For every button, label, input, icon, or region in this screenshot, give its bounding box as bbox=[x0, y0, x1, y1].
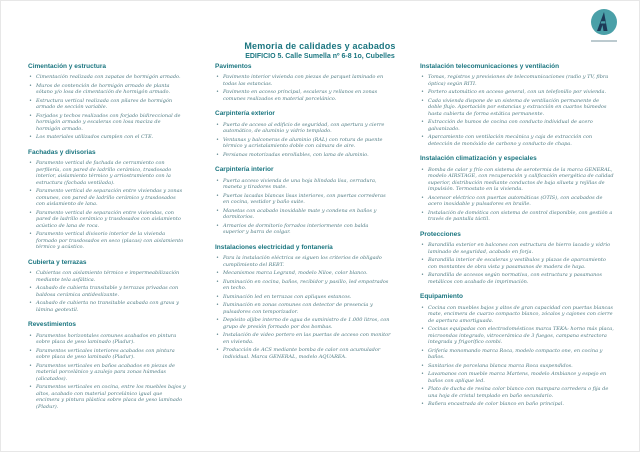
bullet-item bbox=[215, 223, 391, 236]
company-logo bbox=[586, 8, 622, 42]
bullet-text: Aparcamiento con ventilación mecánica y caja de extracción con detección de monóxido de carbono y conducto de chapa. bbox=[428, 134, 593, 147]
bullet-text: Estructura vertical realizada con pilares de hormigón armado de sección variable. bbox=[36, 97, 173, 111]
bullet-icon: • bbox=[216, 192, 219, 199]
bullet-icon: • bbox=[421, 347, 424, 354]
bullet-text: Persianas motorizadas enrollables, con lama de aluminio. bbox=[223, 151, 369, 158]
bullet-icon: • bbox=[29, 231, 32, 238]
bullet-text: Barandilla de accesos según normativa, con estructura y pasamanos metálicos con acabado de imprimación. bbox=[428, 272, 602, 285]
bullet-text: Los materiales utilizados cumplen con el CTE. bbox=[36, 134, 154, 141]
section-heading: Equipamiento bbox=[420, 293, 463, 301]
bullet-item bbox=[420, 119, 614, 132]
bullet-icon: • bbox=[421, 242, 424, 249]
bullet-icon: • bbox=[29, 112, 32, 119]
bullet-item bbox=[420, 74, 614, 87]
bullet-text: Paramento vertical de fachada de cerramiento con perfilería, con pared de ladrillo cerámico, trasdosado interior, aislamiento térmico y arriostramiento con la estructura (fachada ventilada). bbox=[36, 160, 172, 186]
bullet-icon: • bbox=[216, 278, 219, 285]
bullet-item bbox=[420, 167, 614, 193]
bullet-text: Barandilla exterior en balcones con estructura de hierro lacado y vidrio laminado de seguridad, acabado en forja. bbox=[428, 242, 611, 255]
bullet-text: Paramento vertical de separación entre viviendas, con pared de ladrillo cerámico y trasdosados con aislamiento acústico de lana de roca. bbox=[36, 209, 181, 229]
bullet-icon: • bbox=[29, 362, 32, 369]
bullet-item bbox=[215, 302, 391, 315]
bullet-text: Paramento vertical de separación entre viviendas y zonas comunes, con pared de ladrillo cerámico y trasdosados con aislamiento de lana. bbox=[36, 188, 183, 208]
section-heading: Fachadas y divisorias bbox=[28, 148, 96, 156]
bullet-icon: • bbox=[29, 285, 32, 292]
section-heading: Instalación telecomunicaciones y ventilación bbox=[420, 63, 560, 70]
section bbox=[28, 321, 186, 410]
bullet-icon: • bbox=[421, 119, 424, 126]
section bbox=[420, 155, 614, 222]
document-subtitle: EDIFICIO 5. Calle Sumella nº 6-8 1o, Cubelles bbox=[245, 53, 395, 60]
bullet-text: Puerta acceso vivienda de una hoja blindada lisa, cerradura, maneta y tiradores mate. bbox=[223, 177, 377, 191]
bullet-icon: • bbox=[216, 121, 219, 128]
bullet-item bbox=[420, 210, 614, 223]
bullet-icon: • bbox=[421, 194, 424, 201]
bullet-item bbox=[420, 272, 614, 285]
bullet-item bbox=[28, 188, 186, 208]
document-header bbox=[1, 1, 639, 60]
bullet-icon: • bbox=[421, 97, 424, 104]
bullet-text: Cocinas equipadas con electrodomésticos marca TEKA: horno más placa, microondas integrado, vitrocerámica de 3 fuegos, campana extractora integrada y frigorífico combi. bbox=[428, 326, 614, 346]
bullet-icon: • bbox=[216, 89, 219, 96]
bullet-text: Portero automático en acceso general, con un telefonillo por vivienda. bbox=[428, 89, 607, 96]
content-columns bbox=[28, 63, 614, 418]
section bbox=[420, 293, 614, 407]
bullet-icon: • bbox=[216, 347, 219, 354]
bullet-icon: • bbox=[216, 207, 219, 214]
bullet-item bbox=[420, 401, 614, 408]
bullet-text: Depósito aljibe interno de agua de suministro de 1.000 litros, con grupo de presión formado por dos bombas. bbox=[223, 317, 390, 330]
bullet-text: Cubiertas con aislamiento térmico e impermeabilización mediante tela asfáltica. bbox=[36, 270, 180, 283]
logo-caption bbox=[591, 40, 617, 42]
bullet-icon: • bbox=[29, 347, 32, 354]
bullet-item bbox=[420, 134, 614, 147]
bullet-item bbox=[28, 231, 186, 251]
bullet-icon: • bbox=[421, 326, 424, 333]
bullet-icon: • bbox=[29, 74, 32, 81]
bullet-icon: • bbox=[216, 74, 219, 81]
bullet-text: Bañera encastrada de color blanco en baño principal. bbox=[428, 401, 564, 408]
bullet-text: Cimentación realizada con zapatas de hormigón armado. bbox=[36, 74, 181, 81]
bullet-item bbox=[28, 210, 186, 230]
document-title: Memoria de calidades y acabados bbox=[244, 41, 396, 51]
section bbox=[420, 231, 614, 285]
bullet-text: Paramentos horizontales comunes acabados en pintura sobre placa de yeso laminado (Pladur). bbox=[36, 332, 177, 346]
bullet-item bbox=[420, 257, 614, 270]
bullet-item bbox=[420, 89, 614, 96]
bullet-text: Armarios de dormitorio forrados interiormente con balda superior y barra de colgar. bbox=[223, 222, 369, 236]
bullet-item bbox=[28, 348, 186, 361]
bullet-icon: • bbox=[421, 386, 424, 393]
bullet-item bbox=[215, 294, 391, 301]
bullet-icon: • bbox=[421, 401, 424, 408]
bullet-item bbox=[215, 152, 391, 159]
bullet-icon: • bbox=[421, 304, 424, 311]
bullet-text: Paramentos verticales interiores acabados con pintura sobre placa de yeso laminado (Pladur). bbox=[36, 347, 175, 361]
section-heading: Protecciones bbox=[420, 230, 461, 238]
bullet-item bbox=[28, 333, 186, 346]
bullet-text: Ventanas y balconeras de aluminio (RAL) con rotura de puente térmico y acristalamiento doble con cámara de aire. bbox=[223, 136, 383, 150]
bullet-text: Acabado de cubierta no transitable acabada con grava y lámina geotextil. bbox=[36, 300, 179, 313]
bullet-item bbox=[420, 242, 614, 255]
bullet-icon: • bbox=[29, 384, 32, 391]
bullet-item bbox=[28, 300, 186, 313]
bullet-icon: • bbox=[421, 89, 424, 96]
bullet-text: Acabado de cubierta transitable y terrazas privadas con baldosa cerámica antideslizante. bbox=[36, 285, 179, 298]
bullet-icon: • bbox=[216, 293, 219, 300]
section-heading: Instalación climatización y especiales bbox=[420, 155, 537, 163]
section bbox=[215, 166, 391, 235]
bullet-text: Paramentos verticales en cocina, entre los muebles bajos y altos, acabado con material porcelánico igual que encimera y pintura plástica sobre placa de yeso laminado (Pladur). bbox=[36, 384, 186, 410]
bullet-item bbox=[28, 384, 186, 410]
section-heading: Carpintería interior bbox=[215, 166, 274, 174]
bullet-text: Sanitarios de porcelana blanca marca Roca suspendidos. bbox=[428, 362, 573, 369]
bullet-text: Barandilla interior de escaleras y vestíbulos y plazas de aparcamiento con montantes de obra vista y pasamanos de madera de haya. bbox=[428, 257, 606, 270]
section-heading: Cimentación y estructura bbox=[28, 63, 107, 70]
bullet-item bbox=[215, 193, 391, 206]
column-1 bbox=[28, 63, 186, 418]
bullet-item bbox=[28, 285, 186, 298]
column-3 bbox=[420, 63, 614, 418]
section bbox=[28, 63, 186, 141]
bullet-icon: • bbox=[421, 209, 424, 216]
bullet-item bbox=[420, 195, 614, 208]
bullet-item bbox=[420, 305, 614, 325]
section-heading: Pavimentos bbox=[215, 63, 252, 70]
bullet-item bbox=[420, 98, 614, 118]
bullet-text: Pavimento interior vivienda con piezas de parquet laminado en todas las estancias. bbox=[223, 74, 384, 87]
bullet-icon: • bbox=[421, 371, 424, 378]
bullet-icon: • bbox=[29, 332, 32, 339]
bullet-icon: • bbox=[216, 317, 219, 324]
bullet-item bbox=[28, 113, 186, 133]
bullet-icon: • bbox=[29, 209, 32, 216]
section-heading: Instalaciones electricidad y fontanería bbox=[215, 243, 333, 251]
bullet-text: Iluminación en zonas comunes con detector de presencia y pulsadores con temporizador. bbox=[223, 302, 373, 315]
bullet-text: Paramento vertical divisorio interior de la vivienda formado por trasdosados en seco (placas) con aislamiento térmico y acústico. bbox=[36, 231, 184, 251]
bullet-text: Ascensor eléctrico con puertas automáticas (OTIS), con acabados de acero inoxidable y pulsadores en braille. bbox=[428, 194, 603, 208]
bullet-text: Muros de contención de hormigón armado de planta sótano y/o losa de cimentación de hormigón armado. bbox=[36, 82, 171, 96]
section bbox=[28, 149, 186, 251]
bullet-item bbox=[28, 363, 186, 383]
bullet-icon: • bbox=[421, 257, 424, 264]
bullet-item bbox=[215, 74, 391, 87]
bullet-item bbox=[28, 83, 186, 96]
bullet-item bbox=[28, 270, 186, 283]
bullet-text: Puertas lacadas blancas lisas interiores, con puertas correderas en cocina, vestidor y baño suite. bbox=[223, 192, 386, 206]
bullet-text: Puerta de acceso al edificio de seguridad, con apertura y cierre automático, de aluminio y vidrio templado. bbox=[223, 121, 385, 135]
section-heading: Carpintería exterior bbox=[215, 110, 275, 118]
bullet-icon: • bbox=[216, 270, 219, 277]
bullet-icon: • bbox=[29, 160, 32, 167]
bullet-item bbox=[215, 270, 391, 277]
bullet-item bbox=[215, 178, 391, 191]
bullet-text: Cada vivienda dispone de un sistema de ventilación permanente de doble flujo. Aportación por estancias y extracción en cuartos húmedos hasta cubierta de forma estática permanente. bbox=[428, 97, 607, 117]
bullet-text: Forjados y techos realizados con forjado bidireccional de hormigón armado y escaleras con losa maciza de hormigón armado. bbox=[36, 112, 181, 132]
bullet-icon: • bbox=[421, 362, 424, 369]
bullet-icon: • bbox=[216, 332, 219, 339]
bullet-item bbox=[215, 317, 391, 330]
bullet-icon: • bbox=[216, 177, 219, 184]
bullet-text: Tomas, registros y previsiones de telecomunicaciones (radio y TV, fibra óptica) según RITI. bbox=[428, 74, 609, 87]
bullet-item bbox=[28, 74, 186, 81]
bullet-text: Pavimento en acceso principal, escaleras y rellanos en zonas comunes realizados en material porcelánico. bbox=[223, 89, 378, 102]
bullet-text: Lavamanos con mueble marca Martens, modelo Ambiance y espejo en baños con aplique led. bbox=[428, 371, 607, 384]
bullet-icon: • bbox=[216, 255, 219, 262]
bullet-icon: • bbox=[29, 97, 32, 104]
section bbox=[215, 63, 391, 102]
bullet-icon: • bbox=[216, 222, 219, 229]
bullet-text: Extracción de humos de cocina con conducto individual de acero galvanizado. bbox=[428, 119, 593, 132]
bullet-text: Grifería monomando marca Roca, modelo compacto one, en cocina y baños. bbox=[428, 347, 603, 361]
bullet-icon: • bbox=[216, 151, 219, 158]
bullet-item bbox=[215, 279, 391, 292]
bullet-icon: • bbox=[421, 134, 424, 141]
bullet-item bbox=[28, 160, 186, 186]
bullet-icon: • bbox=[421, 272, 424, 279]
bullet-text: Para la instalación eléctrica se siguen los criterios de obligado cumplimiento del REBT. bbox=[223, 255, 382, 268]
bullet-item bbox=[215, 255, 391, 268]
bullet-item bbox=[215, 137, 391, 150]
bullet-item bbox=[215, 89, 391, 102]
bullet-text: Cocina con muebles bajos y altos de gran capacidad con puertas blancas mate, encimera de cuarzo compacto blanco, zócalos y cajones con cierre de apertura amortiguada. bbox=[428, 304, 613, 324]
section bbox=[215, 110, 391, 158]
section-heading: Cubierta y terrazas bbox=[28, 258, 87, 266]
bullet-text: Instalación de domótica con sistema de control disponible, con gestión a través de pantalla táctil. bbox=[428, 209, 613, 223]
bullet-item bbox=[28, 134, 186, 141]
section bbox=[28, 259, 186, 313]
bullet-icon: • bbox=[29, 82, 32, 89]
bullet-icon: • bbox=[216, 136, 219, 143]
bullet-text: Iluminación en cocina, baños, recibidor y pasillo, led empotrados en techo. bbox=[223, 278, 389, 292]
bullet-icon: • bbox=[29, 300, 32, 307]
bullet-item bbox=[420, 371, 614, 384]
bullet-item bbox=[215, 347, 391, 360]
section-heading: Revestimientos bbox=[28, 321, 77, 329]
bullet-item bbox=[420, 348, 614, 361]
bullet-icon: • bbox=[421, 166, 424, 173]
bullet-text: Iluminación led en terrazas con apliques estancos. bbox=[223, 293, 352, 300]
bullet-text: Manetas con acabado inoxidable mate y condena en baños y dormitorios. bbox=[223, 207, 377, 221]
section bbox=[215, 244, 391, 360]
bullet-item bbox=[215, 208, 391, 221]
logo-mark-icon bbox=[586, 8, 622, 38]
column-2 bbox=[215, 63, 391, 418]
bullet-text: Paramentos verticales en baños acabados en piezas de material porcelánico y azulejo para zonas húmedas (alicatados). bbox=[36, 362, 175, 382]
bullet-icon: • bbox=[29, 134, 32, 141]
bullet-item bbox=[420, 386, 614, 399]
bullet-text: Mecanismos marca Legrand, modelo Niloe, color blanco. bbox=[223, 270, 368, 277]
bullet-item bbox=[420, 326, 614, 346]
bullet-text: Bomba de calor y frío con sistema de aerotermia de la marca GENERAL, modelo AIRSTAGE, con recuperación y calificación energética de calidad superior, distribución mediante conductos de baja silueta y rejillas de impulsión. Termostato en la vivienda. bbox=[428, 166, 614, 193]
bullet-icon: • bbox=[216, 302, 219, 309]
bullet-text: Producción de ACS mediante bomba de calor con acumulador individual. Marca GENERAL, modelo AQUAREA. bbox=[223, 347, 381, 360]
bullet-icon: • bbox=[421, 74, 424, 81]
bullet-item bbox=[420, 363, 614, 370]
bullet-item bbox=[215, 332, 391, 345]
bullet-icon: • bbox=[29, 270, 32, 277]
bullet-item bbox=[215, 122, 391, 135]
bullet-item bbox=[28, 98, 186, 111]
bullet-text: Instalación de video portero en las puertas de acceso con monitor en vivienda. bbox=[223, 332, 391, 345]
bullet-icon: • bbox=[29, 188, 32, 195]
section bbox=[420, 63, 614, 147]
bullet-text: Plato de ducha de resina color blanco con mampara corredera o fija de una hoja de cristal templado en baño secundario. bbox=[428, 386, 609, 399]
